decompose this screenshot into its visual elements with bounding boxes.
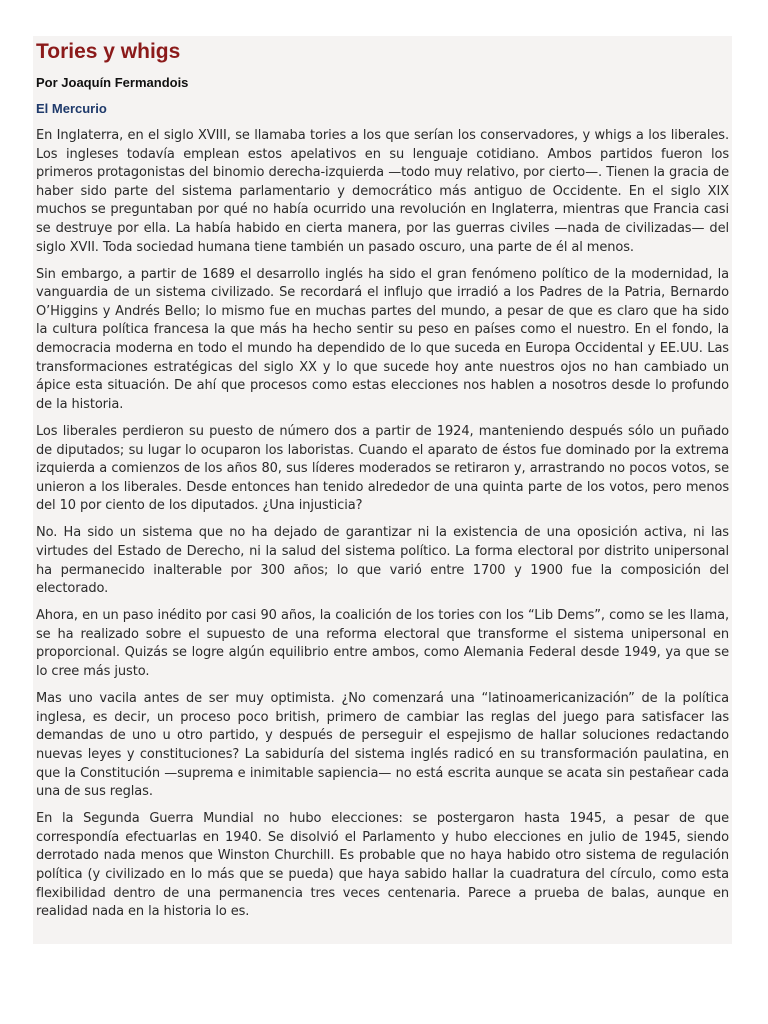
article-title: Tories y whigs [36,40,181,63]
article-paragraph: En Inglaterra, en el siglo XVIII, se llamaba tories a los que serían los conservadores, y whigs a los liberales. Los ingleses todavía emplean estos apelativos en su lenguaje cotidiano. Ambos partidos fueron los primeros protagonistas del binomio derecha-izquierda —todo muy relativo, por cierto—. Tienen la gracia de haber sido parte del sistema parlamentario y democrático más antiguo de Occidente. En el siglo XIX muchos se preguntaban por qué no había ocurrido una revolución en Inglaterra, mientras que Francia casi se destruye por ella. La había habido en cierta manera, por las guerras civiles —nada de civilizadas— del siglo XVII. Toda sociedad humana tiene también un pasado oscuro, una parte de él al menos. [36,128,729,255]
article-body [36,127,729,922]
article-paragraph: No. Ha sido un sistema que no ha dejado de garantizar ni la existencia de una oposición activa, ni las virtudes del Estado de Derecho, ni la salud del sistema político. La forma electoral por distrito unipersonal ha permanecido inalterable por 300 años; lo que varió entre 1700 y 1900 fue la composición del electorado. [36,525,729,597]
article-source: El Mercurio [36,101,107,116]
article-paragraph: Mas uno vacila antes de ser muy optimista. ¿No comenzará una “latinoamericanización” de la política inglesa, es decir, un proceso poco british, primero de cambiar las reglas del juego para satisfacer las demandas de uno u otro partido, y después de perseguir el espejismo de hallar soluciones redactando nuevas leyes y constituciones? La sabiduría del sistema inglés radicó en su transformación paulatina, en que la Constitución —suprema e inimitable sapiencia— no está escrita aunque se acata sin pestañear cada una de sus reglas. [36,691,729,800]
article-paragraph: Sin embargo, a partir de 1689 el desarrollo inglés ha sido el gran fenómeno político de la modernidad, la vanguardia de un sistema civilizado. Se recordará el influjo que irradió a los Padres de la Patria, Bernardo O’Higgins y Andrés Bello; lo mismo fue en muchas partes del mundo, a pesar de que es claro que ha sido la cultura política francesa la que más ha hecho sentir su peso en países como el nuestro. En el fondo, la democracia moderna en todo el mundo ha dependido de lo que suceda en Europa Occidental y EE.UU. Las transformaciones estratégicas del siglo XX y lo que sucede hoy ante nuestros ojos no han cambiado un ápice esta situación. De ahí que procesos como estas elecciones nos hablen a nosotros desde lo profundo de la historia. [36,266,729,412]
article-paragraph: Ahora, en un paso inédito por casi 90 años, la coalición de los tories con los “Lib Dems”, como se les llama, se ha realizado sobre el supuesto de una reforma electoral que transforme el sistema unipersonal en proporcional. Quizás se logre algún equilibrio entre ambos, como Alemania Federal desde 1949, ya que se lo cree más justo. [36,608,729,680]
article-container [33,36,732,944]
article-author: Por Joaquín Fermandois [36,75,189,90]
article-paragraph: En la Segunda Guerra Mundial no hubo elecciones: se postergaron hasta 1945, a pesar de que correspondía efectuarlas en 1940. Se disolvió el Parlamento y hubo elecciones en julio de 1945, siendo derrotado nada menos que Winston Churchill. Es probable que no haya habido otro sistema de regulación política (y civilizado en lo más que se pueda) que haya sabido hallar la cuadratura del círculo, como esta flexibilidad dentro de una permanencia tres veces centenaria. Parece a prueba de balas, aunque en realidad nada en la historia lo es. [36,811,729,920]
article-paragraph: Los liberales perdieron su puesto de número dos a partir de 1924, manteniendo después sólo un puñado de diputados; su lugar lo ocuparon los laboristas. Cuando el aparato de éstos fue dominado por la extrema izquierda a comienzos de los años 80, sus líderes moderados se retiraron y, arrastrando no pocos votos, se unieron a los liberales. Desde entonces han tenido alrededor de una quinta parte de los votos, pero menos del 10 por ciento de los diputados. ¿Una injusticia? [36,423,729,514]
